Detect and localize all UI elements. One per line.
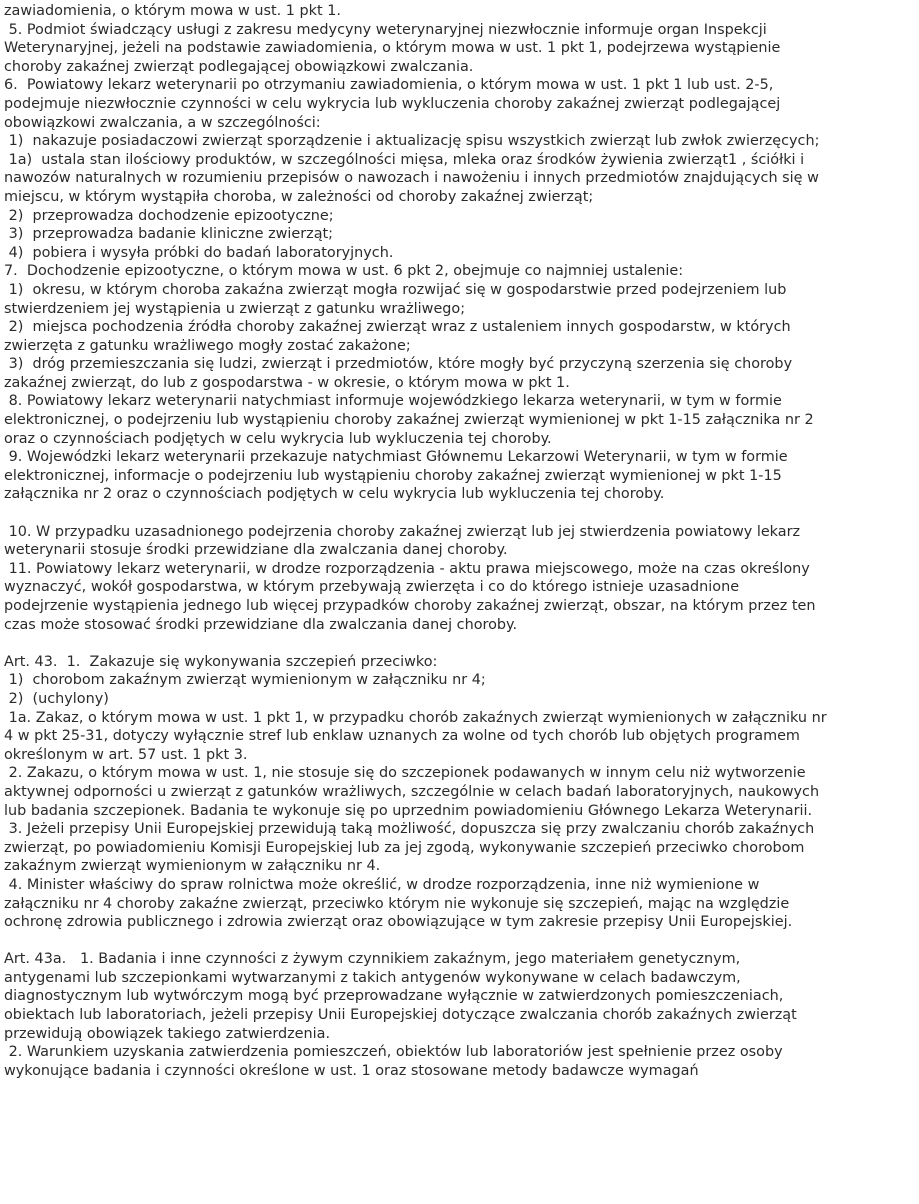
text-line: 11. Powiatowy lekarz weterynarii, w drodze rozporządzenia - aktu prawa miejscowego, może na czas określony bbox=[4, 560, 810, 577]
text-line: czas może stosować środki przewidziane dla zwalczania danej choroby. bbox=[4, 616, 518, 633]
blank-line bbox=[4, 634, 919, 653]
text-line: 2. Zakazu, o którym mowa w ust. 1, nie stosuje się do szczepionek podawanych w innym celu niż wytworzenie bbox=[4, 765, 806, 782]
text-line: załączniku nr 4 choroby zakaźne zwierząt, przeciwko którym nie wykonuje się szczepień, mając na względzie bbox=[4, 895, 790, 912]
text-line: elektronicznej, o podejrzeniu lub wystąpieniu choroby zakaźnej zwierząt wymienionej w pkt 1-15 załącznika nr 2 bbox=[4, 412, 814, 429]
text-line: oraz o czynnościach podjętych w celu wykrycia lub wykluczenia tej choroby. bbox=[4, 430, 552, 447]
text-line: 1) chorobom zakaźnym zwierząt wymienionym w załączniku nr 4; bbox=[4, 672, 486, 689]
text-line: 3) dróg przemieszczania się ludzi, zwierząt i przedmiotów, które mogły być przyczyną szerzenia się choroby bbox=[4, 356, 793, 373]
text-line: przewidują obowiązek takiego zatwierdzenia. bbox=[4, 1025, 331, 1042]
text-line: wykonujące badania i czynności określone w ust. 1 oraz stosowane metody badawcze wymagań bbox=[4, 1062, 699, 1079]
text-line: podejmuje niezwłocznie czynności w celu wykrycia lub wykluczenia choroby zakaźnej zwierząt podlegającej bbox=[4, 95, 781, 112]
text-line: 4) pobiera i wysyła próbki do badań laboratoryjnych. bbox=[4, 244, 394, 261]
text-line: Art. 43a. 1. Badania i inne czynności z żywym czynnikiem zakaźnym, jego materiałem genetycznym, bbox=[4, 951, 741, 968]
text-line: 2) przeprowadza dochodzenie epizootyczne; bbox=[4, 207, 334, 224]
text-line: 2) miejsca pochodzenia źródła choroby zakaźnej zwierząt wraz z ustaleniem innych gospodarstw, w których bbox=[4, 319, 791, 336]
text-line: 1a. Zakaz, o którym mowa w ust. 1 pkt 1, w przypadku chorób zakaźnych zwierząt wymienionych w załączniku nr bbox=[4, 709, 827, 726]
text-line: zawiadomienia, o którym mowa w ust. 1 pkt 1. bbox=[4, 3, 341, 19]
text-line: 9. Wojewódzki lekarz weterynarii przekazuje natychmiast Głównemu Lekarzowi Weterynarii, w tym w formie bbox=[4, 449, 788, 466]
text-line: 1) okresu, w którym choroba zakaźna zwierząt mogła rozwijać się w gospodarstwie przed podejrzeniem lub bbox=[4, 281, 787, 298]
text-line: 5. Podmiot świadczący usługi z zakresu medycyny weterynaryjnej niezwłocznie informuje organ Inspekcji bbox=[4, 21, 767, 38]
text-line: obowiązkowi zwalczania, a w szczególności: bbox=[4, 114, 321, 131]
text-line: obiektach lub laboratoriach, jeżeli przepisy Unii Europejskiej dotyczące zwalczania chorób zakaźnych zwierząt bbox=[4, 1007, 797, 1024]
text-line: aktywnej odporności u zwierząt z gatunków wrażliwych, szczególnie w celach badań laboratoryjnych, naukowych bbox=[4, 783, 820, 800]
text-line: zakaźnej zwierząt, do lub z gospodarstwa - w okresie, o którym mowa w pkt 1. bbox=[4, 374, 570, 391]
text-line: 4 w pkt 25-31, dotyczy wyłącznie stref lub enklaw uznanych za wolne od tych chorób lub objętych programem bbox=[4, 728, 800, 745]
text-line: wyznaczyć, wokół gospodarstwa, w którym przebywają zwierzęta i co do którego istnieje uzasadnione bbox=[4, 579, 740, 596]
text-line: 3. Jeżeli przepisy Unii Europejskiej przewidują taką możliwość, dopuszcza się przy zwalczaniu chorób zakaźnych bbox=[4, 821, 815, 838]
text-line: 2. Warunkiem uzyskania zatwierdzenia pomieszczeń, obiektów lub laboratoriów jest spełnienie przez osoby bbox=[4, 1044, 783, 1061]
text-line: diagnostycznym lub wytwórczym mogą być przeprowadzane wyłącznie w zatwierdzonych pomieszczeniach, bbox=[4, 988, 784, 1005]
text-line: stwierdzeniem jej wystąpienia u zwierząt z gatunku wrażliwego; bbox=[4, 300, 466, 317]
text-line: 1) nakazuje posiadaczowi zwierząt sporządzenie i aktualizację spisu wszystkich zwierząt lub zwłok zwierzęcych; bbox=[4, 133, 820, 150]
text-line: lub badania szczepionek. Badania te wykonuje się po uprzednim powiadomieniu Głównego Lekarza Weterynarii. bbox=[4, 802, 813, 819]
blank-line bbox=[4, 932, 919, 951]
text-line: 1a) ustala stan ilościowy produktów, w szczególności mięsa, mleka oraz środków żywienia zwierząt1 , ściółki i bbox=[4, 151, 805, 168]
text-line: określonym w art. 57 ust. 1 pkt 3. bbox=[4, 746, 248, 763]
text-line: zwierzęta z gatunku wrażliwego mogły zostać zakażone; bbox=[4, 337, 411, 354]
text-line: 10. W przypadku uzasadnionego podejrzenia choroby zakaźnej zwierząt lub jej stwierdzenia powiatowy lekarz bbox=[4, 523, 801, 540]
text-line: miejscu, w którym wystąpiła choroba, w zależności od choroby zakaźnej zwierząt; bbox=[4, 188, 594, 205]
text-line: Weterynaryjnej, jeżeli na podstawie zawiadomienia, o którym mowa w ust. 1 pkt 1, podejrzewa wystąpienie bbox=[4, 40, 781, 57]
text-line: 6. Powiatowy lekarz weterynarii po otrzymaniu zawiadomienia, o którym mowa w ust. 1 pkt 1 lub ust. 2-5, bbox=[4, 77, 774, 94]
text-line: zakaźnym zwierząt wymienionym w załączniku nr 4. bbox=[4, 858, 381, 875]
text-line: 3) przeprowadza badanie kliniczne zwierząt; bbox=[4, 226, 334, 243]
text-line: 7. Dochodzenie epizootyczne, o którym mowa w ust. 6 pkt 2, obejmuje co najmniej ustalenie: bbox=[4, 263, 684, 280]
text-line: Art. 43. 1. Zakazuje się wykonywania szczepień przeciwko: bbox=[4, 653, 438, 670]
text-line: nawozów naturalnych w rozumieniu przepisów o nawozach i nawożeniu i innych przedmiotów znajdujących się w bbox=[4, 170, 819, 187]
text-line: ochronę zdrowia publicznego i zdrowia zwierząt oraz obowiązujące w tym zakresie przepisy Unii Europejskiej. bbox=[4, 914, 793, 931]
blank-line bbox=[4, 504, 919, 523]
text-line: antygenami lub szczepionkami wytwarzanymi z takich antygenów wykonywane w celach badawczym, bbox=[4, 969, 741, 986]
text-line: weterynarii stosuje środki przewidziane dla zwalczania danej choroby. bbox=[4, 542, 508, 559]
text-line: 2) (uchylony) bbox=[4, 690, 109, 707]
text-line: załącznika nr 2 oraz o czynnościach podjętych w celu wykrycia lub wykluczenia tej choroby. bbox=[4, 486, 665, 503]
text-line: choroby zakaźnej zwierząt podlegającej obowiązkowi zwalczania. bbox=[4, 58, 474, 75]
text-line: 8. Powiatowy lekarz weterynarii natychmiast informuje wojewódzkiego lekarza weterynarii, w tym w formie bbox=[4, 393, 782, 410]
document-body bbox=[4, 2, 919, 1080]
text-line: elektronicznej, informacje o podejrzeniu lub wystąpieniu choroby zakaźnej zwierząt wymienionej w pkt 1-15 bbox=[4, 467, 782, 484]
text-line: podejrzenie wystąpienia jednego lub więcej przypadków choroby zakaźnej zwierząt, obszar, na którym przez ten bbox=[4, 598, 816, 614]
text-line: zwierząt, po powiadomieniu Komisji Europejskiej lub za jej zgodą, wykonywanie szczepień przeciwko chorobom bbox=[4, 839, 805, 856]
text-line: 4. Minister właściwy do spraw rolnictwa może określić, w drodze rozporządzenia, inne niż wymienione w bbox=[4, 876, 760, 893]
